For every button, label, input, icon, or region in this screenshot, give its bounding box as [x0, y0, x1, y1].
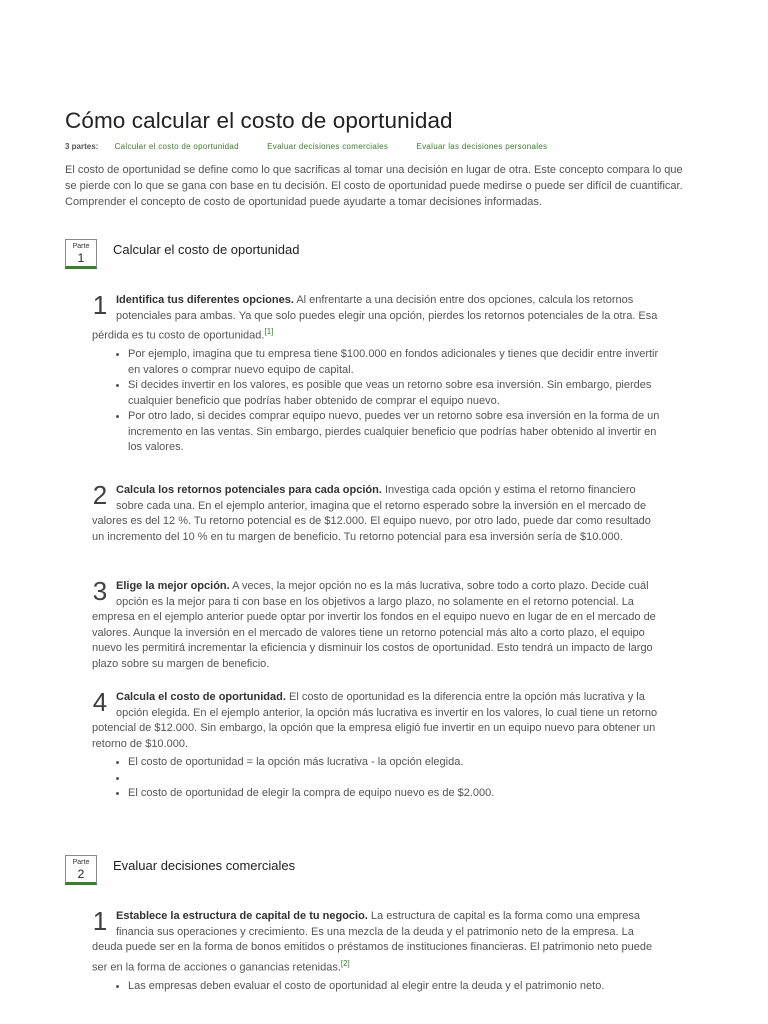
part-2-badge	[65, 855, 97, 885]
part-1-step-1	[92, 290, 660, 456]
bullet-item: • El costo de oportunidad de elegir la compra de equipo nuevo es de $2.000.	[128, 786, 660, 802]
step-text	[92, 687, 660, 752]
part-link-3[interactable]: Evaluar las decisiones personales	[416, 142, 548, 151]
part-2-header	[65, 855, 705, 887]
part-1-step-2	[92, 480, 660, 545]
step-heading: Calcula el costo de oportunidad.	[116, 691, 286, 703]
bullet-item: • Por ejemplo, imagina que tu empresa tiene $100.000 en fondos adicionales y tienes que decidir entre invertir en valores o comprar nuevo equipo de capital.	[128, 347, 660, 378]
step-body: A veces, la mejor opción no es la más lucrativa, sobre todo a corto plazo. Decide cuál opción es la mejor para ti con base en los objetivos a largo plazo, no solamente en el retorno potencial. La empresa en el ejemplo anterior puede optar por invertir los fondos en el equipo nuevo en lugar de en el mercado de valores. Aunque la inversión en el mercado de valores tiene un retorno potencial más alto a corto plazo, el equipo nuevo les permitirá incrementar la eficiencia y disminuir los costos de oportunidad. Esto tendrá un impacto de largo plazo sobre su margen de beneficio.	[92, 580, 656, 670]
step-body: Al enfrentarte a una decisión entre dos opciones, calcula los retornos potenciales para ambas. Ya que solo puedes elegir una opción, pierdes los retornos potenciales de la otra. Esa pérdida es tu costo de oportunidad.	[92, 294, 658, 342]
step-number: 1	[92, 906, 108, 936]
part-1-header	[65, 239, 705, 271]
step-body: Investiga cada opción y estima el retorno financiero sobre cada una. En el ejemplo anterior, imagina que el retorno esperado sobre la inversión en el mercado de valores es del 12 %. Tu retorno potencial es de $12.000. El equipo nuevo, por otro lado, puede dar como resultado un incremento del 10 % en tu margen de beneficio. Tu retorno potencial para esa inversión sería de $10.000.	[92, 484, 651, 543]
step-number: 1	[92, 290, 108, 320]
step-text	[92, 576, 660, 672]
step-bullets	[118, 979, 660, 995]
reference-link[interactable]: [2]	[340, 958, 350, 968]
intro-paragraph: El costo de oportunidad se define como lo que sacrificas al tomar una decisión en lugar de otra. Este concepto compara lo que se pierde con lo que se gana con base en tu decisión. El costo de oportunidad puede medirse o puede ser difícil de cuantificar. Comprender el concepto de costo de oportunidad puede ayudarte a tomar decisiones informadas.	[65, 164, 683, 208]
part-badge-number: 1	[77, 251, 85, 265]
reference-link[interactable]: [1]	[264, 327, 274, 336]
part-1-title: Calcular el costo de oportunidad	[113, 242, 300, 257]
step-body: El costo de oportunidad es la diferencia entre la opción más lucrativa y la opción elegida. En el ejemplo anterior, la opción más lucrativa es invertir en los valores, lo cual tiene un retorno potencial de $12.000. Sin embargo, la opción que la empresa eligió fue invertir en un equipo nuevo para obtener un retorno de $10.000.	[92, 691, 658, 750]
step-text	[92, 290, 660, 344]
step-text	[92, 480, 660, 545]
part-1-badge	[65, 239, 97, 269]
bullet-item	[128, 771, 660, 787]
bullet-item: • Por otro lado, si decides comprar equipo nuevo, puedes ver un retorno sobre esa inversión en la forma de un incremento en las ventas. Sin embargo, pierdes cualquier beneficio que podrías haber obtenido al invertir en los valores.	[128, 409, 660, 456]
step-bullets	[118, 347, 660, 456]
step-number: 4	[92, 687, 108, 717]
part-1-step-4	[92, 687, 660, 802]
part-badge-label: Parte	[72, 859, 90, 866]
step-heading: Elige la mejor opción.	[116, 580, 230, 592]
part-badge-label: Parte	[72, 243, 90, 250]
part-2-step-1	[92, 906, 660, 994]
step-number: 3	[92, 576, 108, 606]
page-title: Cómo calcular el costo de oportunidad	[65, 108, 453, 133]
bullet-item: • Si decides invertir en los valores, es posible que veas un retorno sobre esa inversión. Sin embargo, pierdes cualquier beneficio que podrías haber obtenido de comprar el equipo nuevo.	[128, 378, 660, 409]
parts-count: 3 partes:	[65, 142, 99, 151]
part-link-2[interactable]: Evaluar decisiones comerciales	[267, 142, 389, 151]
part-1-step-3	[92, 576, 660, 672]
step-heading: Establece la estructura de capital de tu negocio.	[116, 910, 368, 922]
bullet-item: • Las empresas deben evaluar el costo de oportunidad al elegir entre la deuda y el patrimonio neto.	[128, 979, 660, 995]
part-2-title: Evaluar decisiones comerciales	[113, 858, 296, 873]
step-text	[92, 906, 660, 976]
step-heading: Identifica tus diferentes opciones.	[116, 294, 294, 306]
part-badge-number: 2	[77, 867, 85, 881]
step-number: 2	[92, 480, 108, 510]
step-body: La estructura de capital es la forma como una empresa financia sus operaciones y crecimiento. Es una mezcla de la deuda y el patrimonio neto de la empresa. La deuda puede ser en la forma de bonos emitidos o préstamos de instituciones financieras. El patrimonio neto puede ser en la forma de acciones o ganancias retenidas.	[92, 910, 653, 974]
parts-nav	[65, 142, 573, 151]
bullet-item: • El costo de oportunidad = la opción más lucrativa - la opción elegida.	[128, 755, 660, 771]
part-link-1[interactable]: Calcular el costo de oportunidad	[114, 142, 239, 151]
step-bullets	[118, 755, 660, 802]
step-heading: Calcula los retornos potenciales para cada opción.	[116, 484, 382, 496]
